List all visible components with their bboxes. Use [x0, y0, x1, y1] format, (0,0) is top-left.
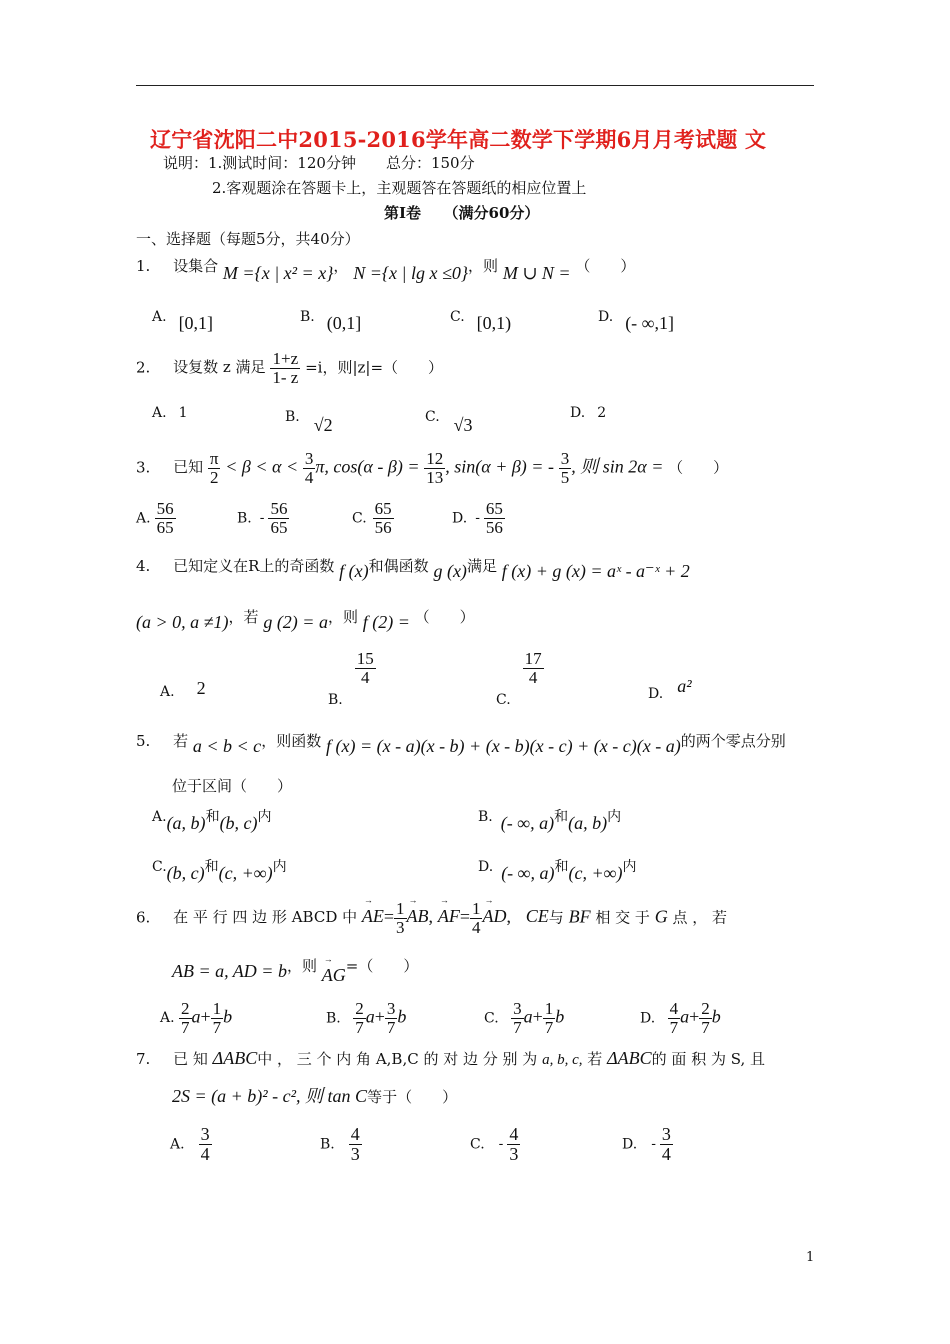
fraction: $\frac{\pi}{2}$ — [209, 449, 219, 487]
math-expression: f (2) = — [362, 612, 410, 632]
option-a: A. $\frac{56}{65}$ — [136, 499, 174, 537]
question-number: 3. — [136, 458, 151, 477]
math-expression: g (2) = a — [263, 612, 328, 632]
comma: , — [428, 906, 434, 927]
fraction: $\frac{1}{3}$ — [396, 899, 405, 937]
math-expression: a < b < c — [192, 736, 262, 756]
question-text: 中 ， 三 个 内 角 A,B,C 的 对 边 分 别 为 — [257, 1050, 538, 1068]
question-text: 若 — [173, 732, 189, 750]
option-b: B. $\frac{2}{7}$ a+ $\frac{3}{7}$ b — [326, 999, 407, 1037]
math-expression: M ={x | x² = x} — [222, 263, 334, 283]
vector-ab: → AB — [407, 906, 429, 927]
question-number: 7. — [136, 1050, 151, 1068]
option-b: B. $\frac{15}{4}$ — [328, 649, 374, 709]
question-6 — [136, 900, 727, 937]
option-d: D. 2 — [570, 405, 607, 421]
question-text: 和偶函数 — [368, 557, 429, 575]
fraction: $\frac{12}{13}$ — [426, 449, 444, 487]
option-d: D. $\frac{4}{7}$ a+ $\frac{2}{7}$ b — [640, 999, 721, 1037]
question-5-line-2: 位于区间（ ） — [172, 777, 293, 795]
math-expression: M ∪ N = — [502, 263, 571, 283]
equals-sign: = — [459, 906, 470, 927]
question-text: 在 平 行 四 边 形 ABCD 中 — [173, 908, 358, 927]
vector-ae: → AE — [362, 906, 384, 927]
option-d: D. (- ∞,1] — [598, 309, 675, 333]
option-a: A. 2 — [160, 678, 206, 700]
question-text: 相 交 于 — [595, 908, 650, 927]
question-7-line-2 — [172, 1082, 457, 1108]
option-c: C. [0,1) — [450, 309, 512, 333]
question-4 — [136, 555, 690, 581]
math-expression: (a > 0, a ≠1) — [136, 612, 229, 632]
question-text: ，则函数 — [261, 732, 322, 750]
vector-ad: → AD — [482, 906, 506, 927]
question-text: ，若 — [228, 608, 259, 626]
math-expression: N ={x | lg x ≤0} — [353, 263, 469, 283]
option-a: A. [0,1] — [152, 309, 214, 333]
math-expression: < β < α < — [225, 456, 299, 477]
option-a: A. $\frac{3}{4}$ — [170, 1124, 210, 1164]
answer-paren: （ ） — [668, 458, 729, 477]
question-1 — [136, 255, 636, 283]
question-text: 若 — [587, 1050, 603, 1068]
fraction: $\frac{3}{5}$ — [560, 449, 570, 487]
option-d: D. (- ∞, a)和(c, +∞)内 — [478, 859, 637, 883]
note-line-2: 2.客观题涂在答题卡上，主观题答在答题纸的相应位置上 — [212, 179, 587, 197]
question-3 — [136, 450, 728, 487]
option-c: C. $\frac{17}{4}$ — [496, 649, 542, 709]
option-c: C. $\frac{65}{56}$ — [352, 499, 392, 537]
question-text: 的两个零点分别 — [680, 732, 786, 750]
question-text: 设集合 — [173, 257, 219, 275]
option-b: B. (- ∞, a)和(a, b)内 — [478, 809, 622, 833]
option-a: A.(a, b)和(b, c)内 — [152, 809, 272, 833]
option-b: B. $\frac{4}{3}$ — [320, 1124, 360, 1164]
question-text: =（ ） — [345, 957, 419, 975]
math-expression: 2S = (a + b)² - c², 则 tan C — [172, 1086, 368, 1106]
option-a: A. $\frac{2}{7}$ a+ $\frac{1}{7}$ b — [160, 999, 233, 1037]
option-c: C.(b, c)和(c, +∞)内 — [152, 859, 287, 883]
question-6-line-2 — [172, 955, 419, 985]
fraction: $\frac{1}{4}$ — [471, 899, 481, 937]
segment-ce: CE — [525, 906, 549, 927]
math-expression: g (x) — [433, 561, 467, 581]
answer-paren: （ ） — [575, 257, 636, 275]
option-c: C. - $\frac{4}{3}$ — [470, 1124, 519, 1164]
question-4-line-2 — [136, 606, 475, 632]
question-text: ， — [333, 257, 349, 275]
question-text: 等于（ ） — [367, 1088, 458, 1106]
option-d: D. - $\frac{3}{4}$ — [622, 1124, 671, 1164]
math-expression: a, b, c, — [542, 1052, 583, 1068]
question-text: =i，则|z|=（ ） — [305, 358, 444, 377]
triangle-abc: ΔABC — [607, 1048, 652, 1068]
option-d: D. - $\frac{65}{56}$ — [452, 499, 503, 537]
math-expression: f (x) — [339, 561, 369, 581]
math-expression: AB = a, AD = b — [172, 961, 287, 981]
option-b: B. √2 — [285, 409, 333, 435]
question-text: 满足 — [466, 557, 497, 575]
question-text: 的 面 积 为 S, 且 — [651, 1050, 766, 1068]
math-expression: f (x) + g (x) = aˣ - a⁻ˣ + 2 — [501, 561, 690, 581]
question-number: 2. — [136, 358, 151, 377]
option-c: C. √3 — [425, 409, 473, 435]
math-expression: , sin(α + β) = - — [445, 456, 554, 477]
vector-af: → AF — [438, 906, 460, 927]
option-b: B. (0,1] — [300, 309, 362, 333]
question-text: ，则 — [327, 608, 358, 626]
section-heading: 一、选择题（每题5分，共40分） — [136, 230, 360, 248]
option-b: B. - $\frac{56}{65}$ — [237, 499, 288, 537]
page-number: 1 — [806, 1250, 815, 1265]
question-number: 4. — [136, 557, 151, 575]
document-title: 辽宁省沈阳二中2015-2016学年高二数学下学期6月月考试题 文 — [150, 127, 767, 152]
header-rule — [136, 85, 814, 86]
equals-sign: = — [383, 906, 395, 927]
question-5 — [136, 730, 786, 756]
fraction: $\frac{1+z}{1- z}$ — [272, 349, 299, 387]
question-text: 已知定义在R上的奇函数 — [173, 557, 335, 575]
volume-heading: 第Ⅰ卷 （满分60分） — [384, 204, 540, 222]
question-7 — [136, 1048, 765, 1069]
note-line-1: 说明：1.测试时间：120分钟 总分：150分 — [163, 154, 475, 172]
math-expression: π, cos(α - β) = — [315, 456, 420, 477]
point-g: G — [654, 906, 668, 927]
comma: , — [506, 906, 511, 927]
question-text: 与 — [548, 908, 564, 927]
question-text: 已知 — [173, 458, 204, 477]
question-text: 已 知 — [173, 1050, 208, 1068]
option-d: D. a² — [648, 676, 692, 702]
option-c: C. $\frac{3}{7}$ a+ $\frac{1}{7}$ b — [484, 999, 565, 1037]
question-text: ，则 — [286, 957, 317, 975]
triangle-abc: ΔABC — [212, 1048, 258, 1068]
question-text: 点 ， 若 — [672, 908, 728, 927]
question-text: ，则 — [468, 257, 499, 275]
math-expression: f (x) = (x - a)(x - b) + (x - b)(x - c) + (x - c)(x - a) — [325, 736, 681, 756]
question-2 — [136, 350, 443, 387]
question-number: 5. — [136, 732, 151, 750]
question-number: 1. — [136, 257, 151, 275]
segment-bf: BF — [568, 906, 591, 927]
math-expression: , 则 sin 2α = — [571, 456, 664, 477]
question-text: 设复数 z 满足 — [173, 358, 266, 377]
answer-paren: （ ） — [414, 608, 475, 626]
fraction: $\frac{3}{4}$ — [304, 449, 314, 487]
question-number: 6. — [136, 908, 151, 927]
vector-ag: → AG — [322, 965, 346, 986]
option-a: A. 1 — [152, 405, 188, 421]
